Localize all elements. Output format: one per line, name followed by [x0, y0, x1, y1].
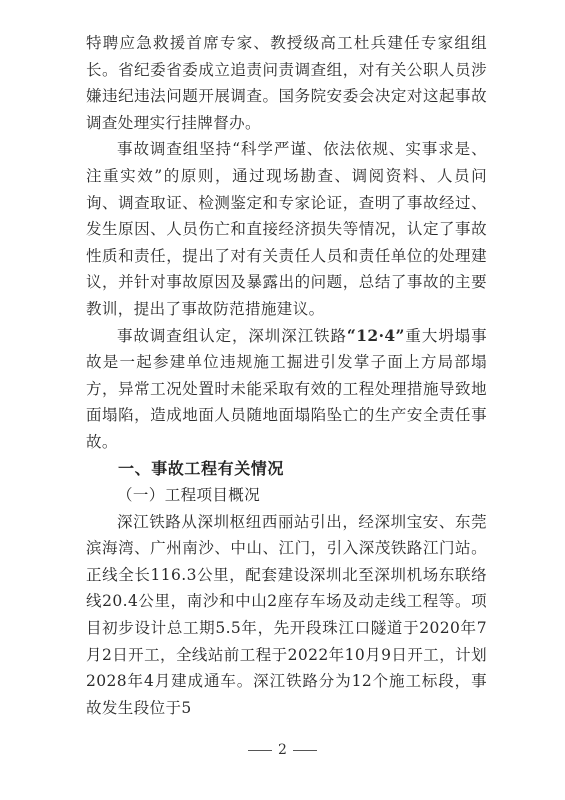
paragraph-project-overview: 深江铁路从深圳枢纽西丽站引出，经深圳宝安、东莞滨海湾、广州南沙、中山、江门，引入深茂铁路江门站。正线全长116.3公里，配套建设深圳北至深圳机场东联络线20.4公里，南沙和中山2座存车场及动走线工程等。项目初步设计总工期5.5年，先开段珠江口隧道于2020年7月2日开工，全线站前工程于2022年10月9日开工，计划2028年4月建成通车。深江铁路分为12个施工标段，事故发生段位于5 — [86, 512, 487, 717]
paragraph-conclusion — [86, 323, 487, 456]
footer-right-dash — [293, 750, 317, 751]
footer-left-dash — [248, 750, 272, 751]
page-number: 2 — [278, 742, 287, 758]
subsection-heading: （一）工程项目概况 — [117, 486, 261, 505]
paragraph-intro: 特聘应急救援首席专家、教授级高工杜兵建任专家组组长。省纪委省委成立追责问责调查组，对有关公职人员涉嫌违纪违法问题开展调查。国务院安委会决定对这起事故调查处理实行挂牌督办。 — [86, 34, 487, 132]
page-footer — [0, 742, 565, 758]
paragraph-investigation-principle: 事故调查组坚持“科学严谨、依法依规、实事求是、注重实效”的原则，通过现场勘查、调阅资料、人员问询、调查取证、检测鉴定和专家论证，查明了事故经过、发生原因、人员伤亡和直接经济损失等情况，认定了事故性质和责任，提出了对有关责任人员和责任单位的处理建议，并针对事故原因及暴露出的问题，总结了事故的主要教训，提出了事故防范措施建议。 — [86, 140, 487, 318]
conclusion-text-end: 重大坍塌事故是一起参建单位违规施工掘进引发掌子面上方局部塌方，异常工况处置时未能采取有效的工程处理措施导致地面塌陷，造成地面人员随地面塌陷坠亡的生产安全责任事故。 — [86, 326, 487, 451]
accident-code: “12·4” — [346, 325, 405, 345]
conclusion-text-start: 事故调查组认定，深圳深江铁路 — [117, 326, 347, 345]
section-heading: 一、事故工程有关情况 — [118, 458, 285, 478]
